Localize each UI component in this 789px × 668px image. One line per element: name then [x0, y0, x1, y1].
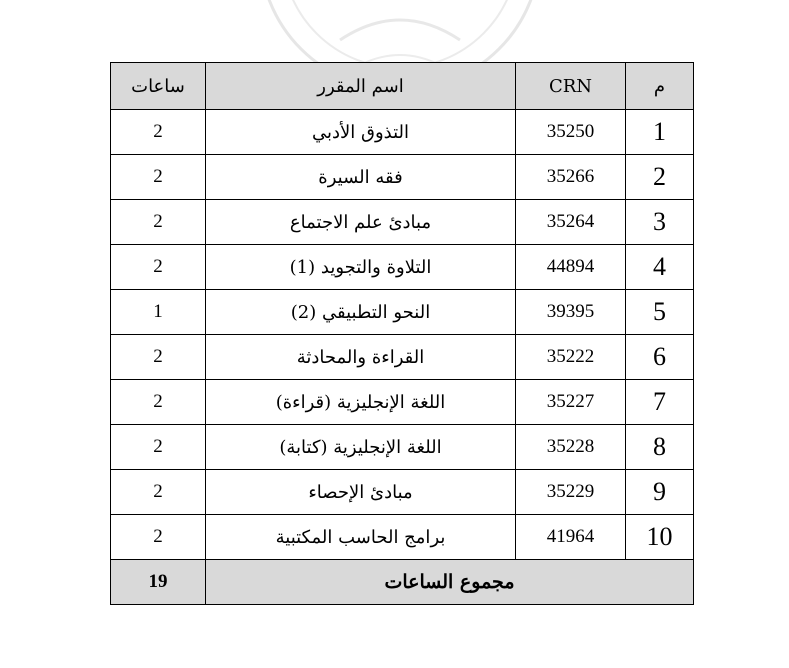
row-number: 4	[626, 245, 694, 290]
row-course-name: القراءة والمحادثة	[206, 335, 516, 380]
row-crn: 35229	[516, 470, 626, 515]
row-course-name: النحو التطبيقي (2)	[206, 290, 516, 335]
row-hours: 2	[111, 425, 206, 470]
header-num: م	[626, 63, 694, 110]
table-row	[111, 245, 694, 290]
row-number: 1	[626, 110, 694, 155]
header-hours: ساعات	[111, 63, 206, 110]
row-hours: 2	[111, 245, 206, 290]
row-number: 9	[626, 470, 694, 515]
row-number: 2	[626, 155, 694, 200]
row-crn: 41964	[516, 515, 626, 560]
row-course-name: فقه السيرة	[206, 155, 516, 200]
table-row	[111, 110, 694, 155]
table-row	[111, 200, 694, 245]
header-crn: CRN	[516, 63, 626, 110]
row-course-name: التذوق الأدبي	[206, 110, 516, 155]
row-hours: 2	[111, 110, 206, 155]
row-crn: 35266	[516, 155, 626, 200]
row-crn: 35222	[516, 335, 626, 380]
header-course-name: اسم المقرر	[206, 63, 516, 110]
table-row	[111, 155, 694, 200]
table-row	[111, 515, 694, 560]
total-hours-value: 19	[111, 560, 206, 605]
row-hours: 1	[111, 290, 206, 335]
row-crn: 39395	[516, 290, 626, 335]
row-hours: 2	[111, 380, 206, 425]
row-course-name: مبادئ علم الاجتماع	[206, 200, 516, 245]
row-number: 3	[626, 200, 694, 245]
table-row	[111, 425, 694, 470]
row-crn: 35227	[516, 380, 626, 425]
row-course-name: التلاوة والتجويد (1)	[206, 245, 516, 290]
row-number: 7	[626, 380, 694, 425]
total-hours-label: مجموع الساعات	[206, 560, 694, 605]
row-hours: 2	[111, 200, 206, 245]
total-row	[111, 560, 694, 605]
row-crn: 35264	[516, 200, 626, 245]
row-number: 6	[626, 335, 694, 380]
row-crn: 44894	[516, 245, 626, 290]
table-row	[111, 380, 694, 425]
row-crn: 35250	[516, 110, 626, 155]
courses-table	[110, 62, 694, 605]
row-course-name: اللغة الإنجليزية (كتابة)	[206, 425, 516, 470]
row-hours: 2	[111, 155, 206, 200]
header-row	[111, 63, 694, 110]
row-course-name: برامج الحاسب المكتبية	[206, 515, 516, 560]
row-hours: 2	[111, 335, 206, 380]
row-number: 10	[626, 515, 694, 560]
row-course-name: اللغة الإنجليزية (قراءة)	[206, 380, 516, 425]
row-hours: 2	[111, 470, 206, 515]
row-crn: 35228	[516, 425, 626, 470]
table-row	[111, 290, 694, 335]
row-number: 8	[626, 425, 694, 470]
row-hours: 2	[111, 515, 206, 560]
row-course-name: مبادئ الإحصاء	[206, 470, 516, 515]
row-number: 5	[626, 290, 694, 335]
table-row	[111, 335, 694, 380]
table-row	[111, 470, 694, 515]
